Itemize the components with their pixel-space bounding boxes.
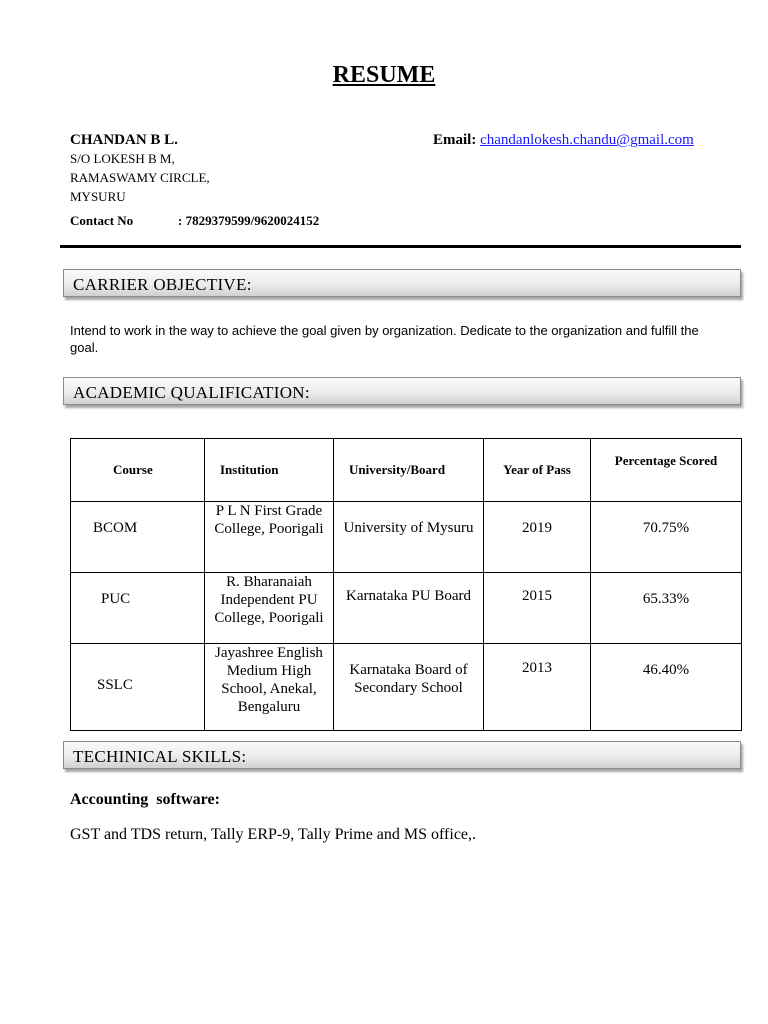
address-line-1: S/O LOKESH B M,	[70, 151, 175, 166]
table-row	[71, 502, 742, 573]
cell-university: Karnataka PU Board	[334, 573, 484, 644]
contact-label: Contact No	[70, 213, 134, 228]
cell-university: Karnataka Board of Secondary School	[334, 644, 484, 731]
candidate-name: CHANDAN B L.	[70, 132, 178, 148]
contact-number: : 7829379599/9620024152	[178, 213, 320, 228]
cell-year: 2019	[484, 502, 591, 573]
section-heading-skills: TECHINICAL SKILLS:	[63, 741, 741, 769]
header-course: Course	[71, 439, 205, 502]
cell-year: 2013	[484, 644, 591, 731]
email-line	[433, 132, 694, 149]
cell-percentage: 70.75%	[591, 502, 742, 573]
email-link[interactable]: chandanlokesh.chandu@gmail.com	[480, 132, 694, 148]
email-label: Email:	[433, 132, 477, 148]
cell-institution: P L N First Grade College, Poorigali	[205, 502, 334, 573]
table-row	[71, 644, 742, 731]
table-header-row	[71, 439, 742, 502]
cell-course: SSLC	[71, 644, 205, 731]
cell-percentage: 65.33%	[591, 573, 742, 644]
address-line-3: MYSURU	[70, 189, 126, 204]
resume-title: RESUME	[332, 62, 436, 88]
header-divider	[60, 245, 741, 248]
skills-text: GST and TDS return, Tally ERP-9, Tally Prime and MS office,.	[70, 826, 477, 843]
cell-university: University of Mysuru	[334, 502, 484, 573]
cell-percentage: 46.40%	[591, 644, 742, 731]
header-percentage: Percentage Scored	[591, 439, 742, 502]
header-year: Year of Pass	[484, 439, 591, 502]
section-heading-academic: ACADEMIC QUALIFICATION:	[63, 377, 741, 405]
header-university: University/Board	[334, 439, 484, 502]
contact-line	[70, 213, 320, 229]
address-line-2: RAMASWAMY CIRCLE,	[70, 170, 210, 185]
academic-table	[70, 438, 742, 731]
cell-institution: R. Bharanaiah Independent PU College, Poorigali	[205, 573, 334, 644]
cell-year: 2015	[484, 573, 591, 644]
header-institution: Institution	[205, 439, 334, 502]
cell-course: BCOM	[71, 502, 205, 573]
skills-subheading: Accounting software:	[70, 791, 220, 808]
table-row	[71, 573, 742, 644]
cell-institution: Jayashree English Medium High School, Anekal, Bengaluru	[205, 644, 334, 731]
section-heading-objective: CARRIER OBJECTIVE:	[63, 269, 741, 297]
objective-text: Intend to work in the way to achieve the goal given by organization. Dedicate to the organization and fulfill the goal.	[70, 323, 699, 355]
cell-course: PUC	[71, 573, 205, 644]
